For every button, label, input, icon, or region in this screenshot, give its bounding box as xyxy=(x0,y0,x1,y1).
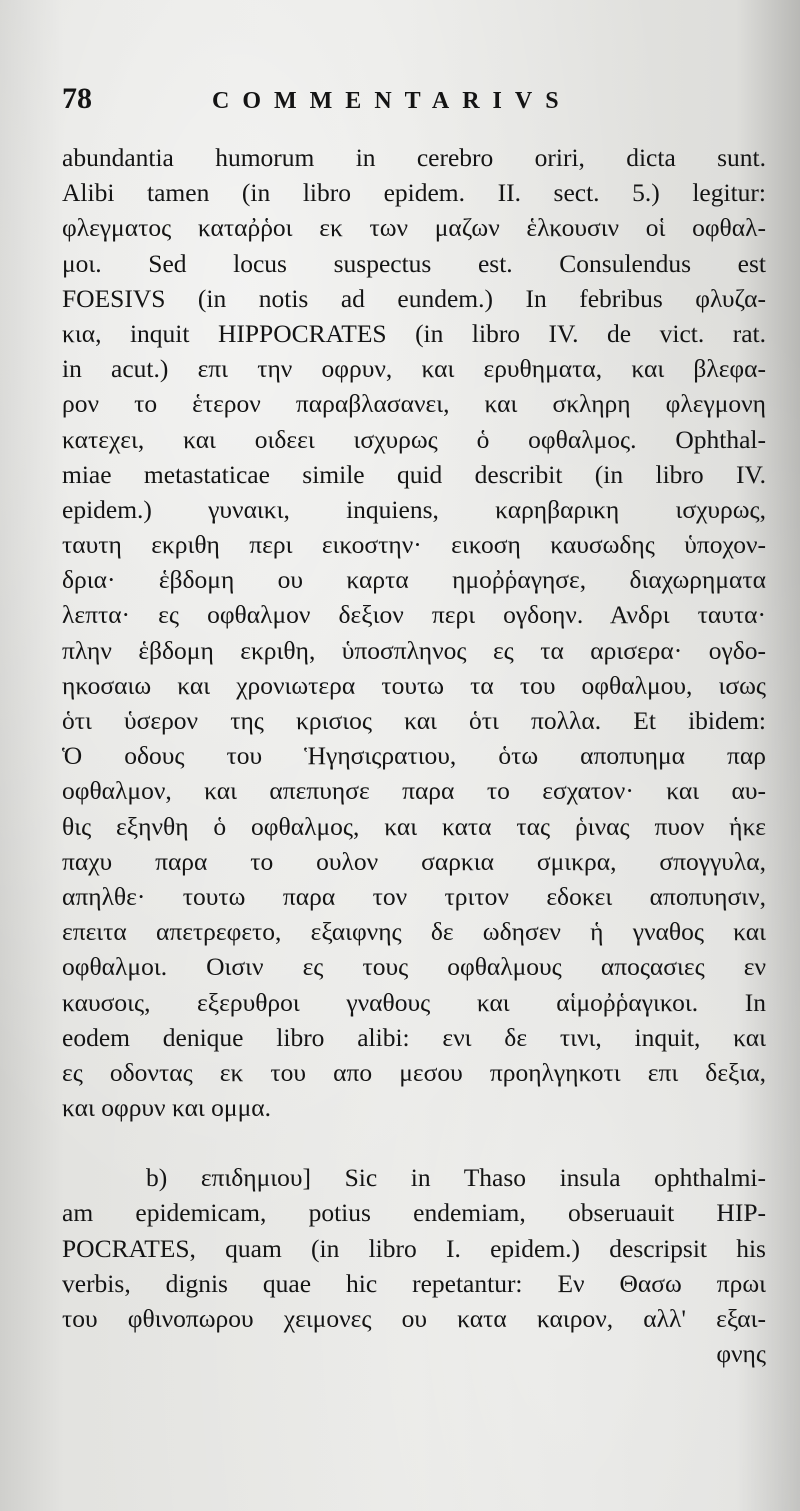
text-line: abundantia humorum in cerebro oriri, dicta sunt. xyxy=(62,143,766,172)
text-line: ὁτι ὑσερον της κρισιος και ὁτι πολλα. Et ibidem: xyxy=(62,706,766,735)
paragraph-1 xyxy=(62,140,766,1125)
text-line: απηλθε· τουτω παρα τον τριτον εδοκει αποπυησιν, xyxy=(62,881,766,911)
text-line: verbis, dignis quae hic repetantur: Εν Θασω πρωι xyxy=(62,1268,766,1298)
text-line: του φθινοπωρου χειμονες ου κατα καιρον, αλλ' εξαι- xyxy=(62,1304,766,1333)
page-header xyxy=(62,82,760,122)
text-line: καυσοις, εξερυθροι γναθους και αἱμοῤῥαγικοι. In xyxy=(62,987,766,1017)
text-line: POCRATES, quam (in libro I. epidem.) descripsit his xyxy=(62,1233,766,1263)
catchword: φνης xyxy=(716,1339,766,1369)
text-line: ηκοσαιω και χρονιωτερα τουτω τα του οφθαλμου, ισως xyxy=(62,670,766,700)
text-line: κατεχει, και οιδεει ισχυρως ὁ οφθαλμος. Ophthal- xyxy=(62,424,766,454)
text-line: eodem denique libro alibi: ενι δε τινι, inquit, και xyxy=(62,1022,766,1052)
text-line: φλεγματος καταῤῥοι εκ των μαζων ἑλκουσιν οἱ οφθαλ- xyxy=(62,213,766,243)
running-title: COMMENTARIVS xyxy=(212,88,572,114)
text-line: am epidemicam, potius endemiam, obseruauit HIP- xyxy=(62,1198,766,1228)
text-line: δρια· ἑβδομη ου καρτα ημοῤῥαγησε, διαχωρηματα xyxy=(62,565,766,595)
text-line: ταυτη εκριθη περι εικοστην· εικοση καυσωδης ὑποχον- xyxy=(62,530,766,560)
text-line: επειτα απετρεφετο, εξαιφνης δε ωδησεν ἡ γναθος και xyxy=(62,917,766,947)
text-line: οφθαλμοι. Οισιν ες τους οφθαλμους αποςασιες εν xyxy=(62,952,766,982)
text-line: οφθαλμον, και απεπυησε παρα το εσχατον· και αυ- xyxy=(62,776,766,806)
text-line: Ὁ οδους του Ἡγησιςρατιου, ὁτω αποπυημα παρ xyxy=(62,741,766,771)
text-line: epidem.) γυναικι, inquiens, καρηβαρικη ισχυρως, xyxy=(62,494,766,524)
page-number: 78 xyxy=(62,82,92,115)
text-line: in acut.) επι την οφρυν, και ερυθηματα, και βλεφα- xyxy=(62,354,766,384)
text-line: Alibi tamen (in libro epidem. II. sect. 5.) legitur: xyxy=(62,178,766,208)
body-text xyxy=(62,140,766,1371)
paragraph-2 xyxy=(62,1160,766,1371)
text-line: θις εξηνθη ὁ οφθαλμος, και κατα τας ῥινας πυον ἡκε xyxy=(62,811,766,841)
text-line: ες οδοντας εκ του απο μεσου προηλγηκοτι επι δεξια, xyxy=(62,1057,766,1087)
text-line: κια, inquit HIPPOCRATES (in libro IV. de vict. rat. xyxy=(62,318,766,348)
text-line: b) επιδημιου] Sic in Thaso insula ophthalmi- xyxy=(146,1163,766,1193)
text-line: λεπτα· ες οφθαλμον δεξιον περι ογδοην. Ανδρι ταυτα· xyxy=(62,600,766,630)
text-line: και οφρυν και ομμα. xyxy=(62,1093,271,1123)
text-line: πλην ἑβδομη εκριθη, ὑποσπληνος ες τα αρισερα· ογδο- xyxy=(62,635,766,665)
paragraph-gap xyxy=(62,1125,766,1160)
text-line: ρον το ἑτερον παραβλασανει, και σκληρη φλεγμονη xyxy=(62,389,766,419)
text-line: μοι. Sed locus suspectus est. Consulendus est xyxy=(62,248,766,278)
text-line: miae metastaticae simile quid describit (in libro IV. xyxy=(62,459,766,489)
text-line: παχυ παρα το ουλον σαρκια σμικρα, σπογγυλα, xyxy=(62,846,766,876)
text-line: FOESIVS (in notis ad eundem.) In febribus φλυζα- xyxy=(62,283,766,313)
